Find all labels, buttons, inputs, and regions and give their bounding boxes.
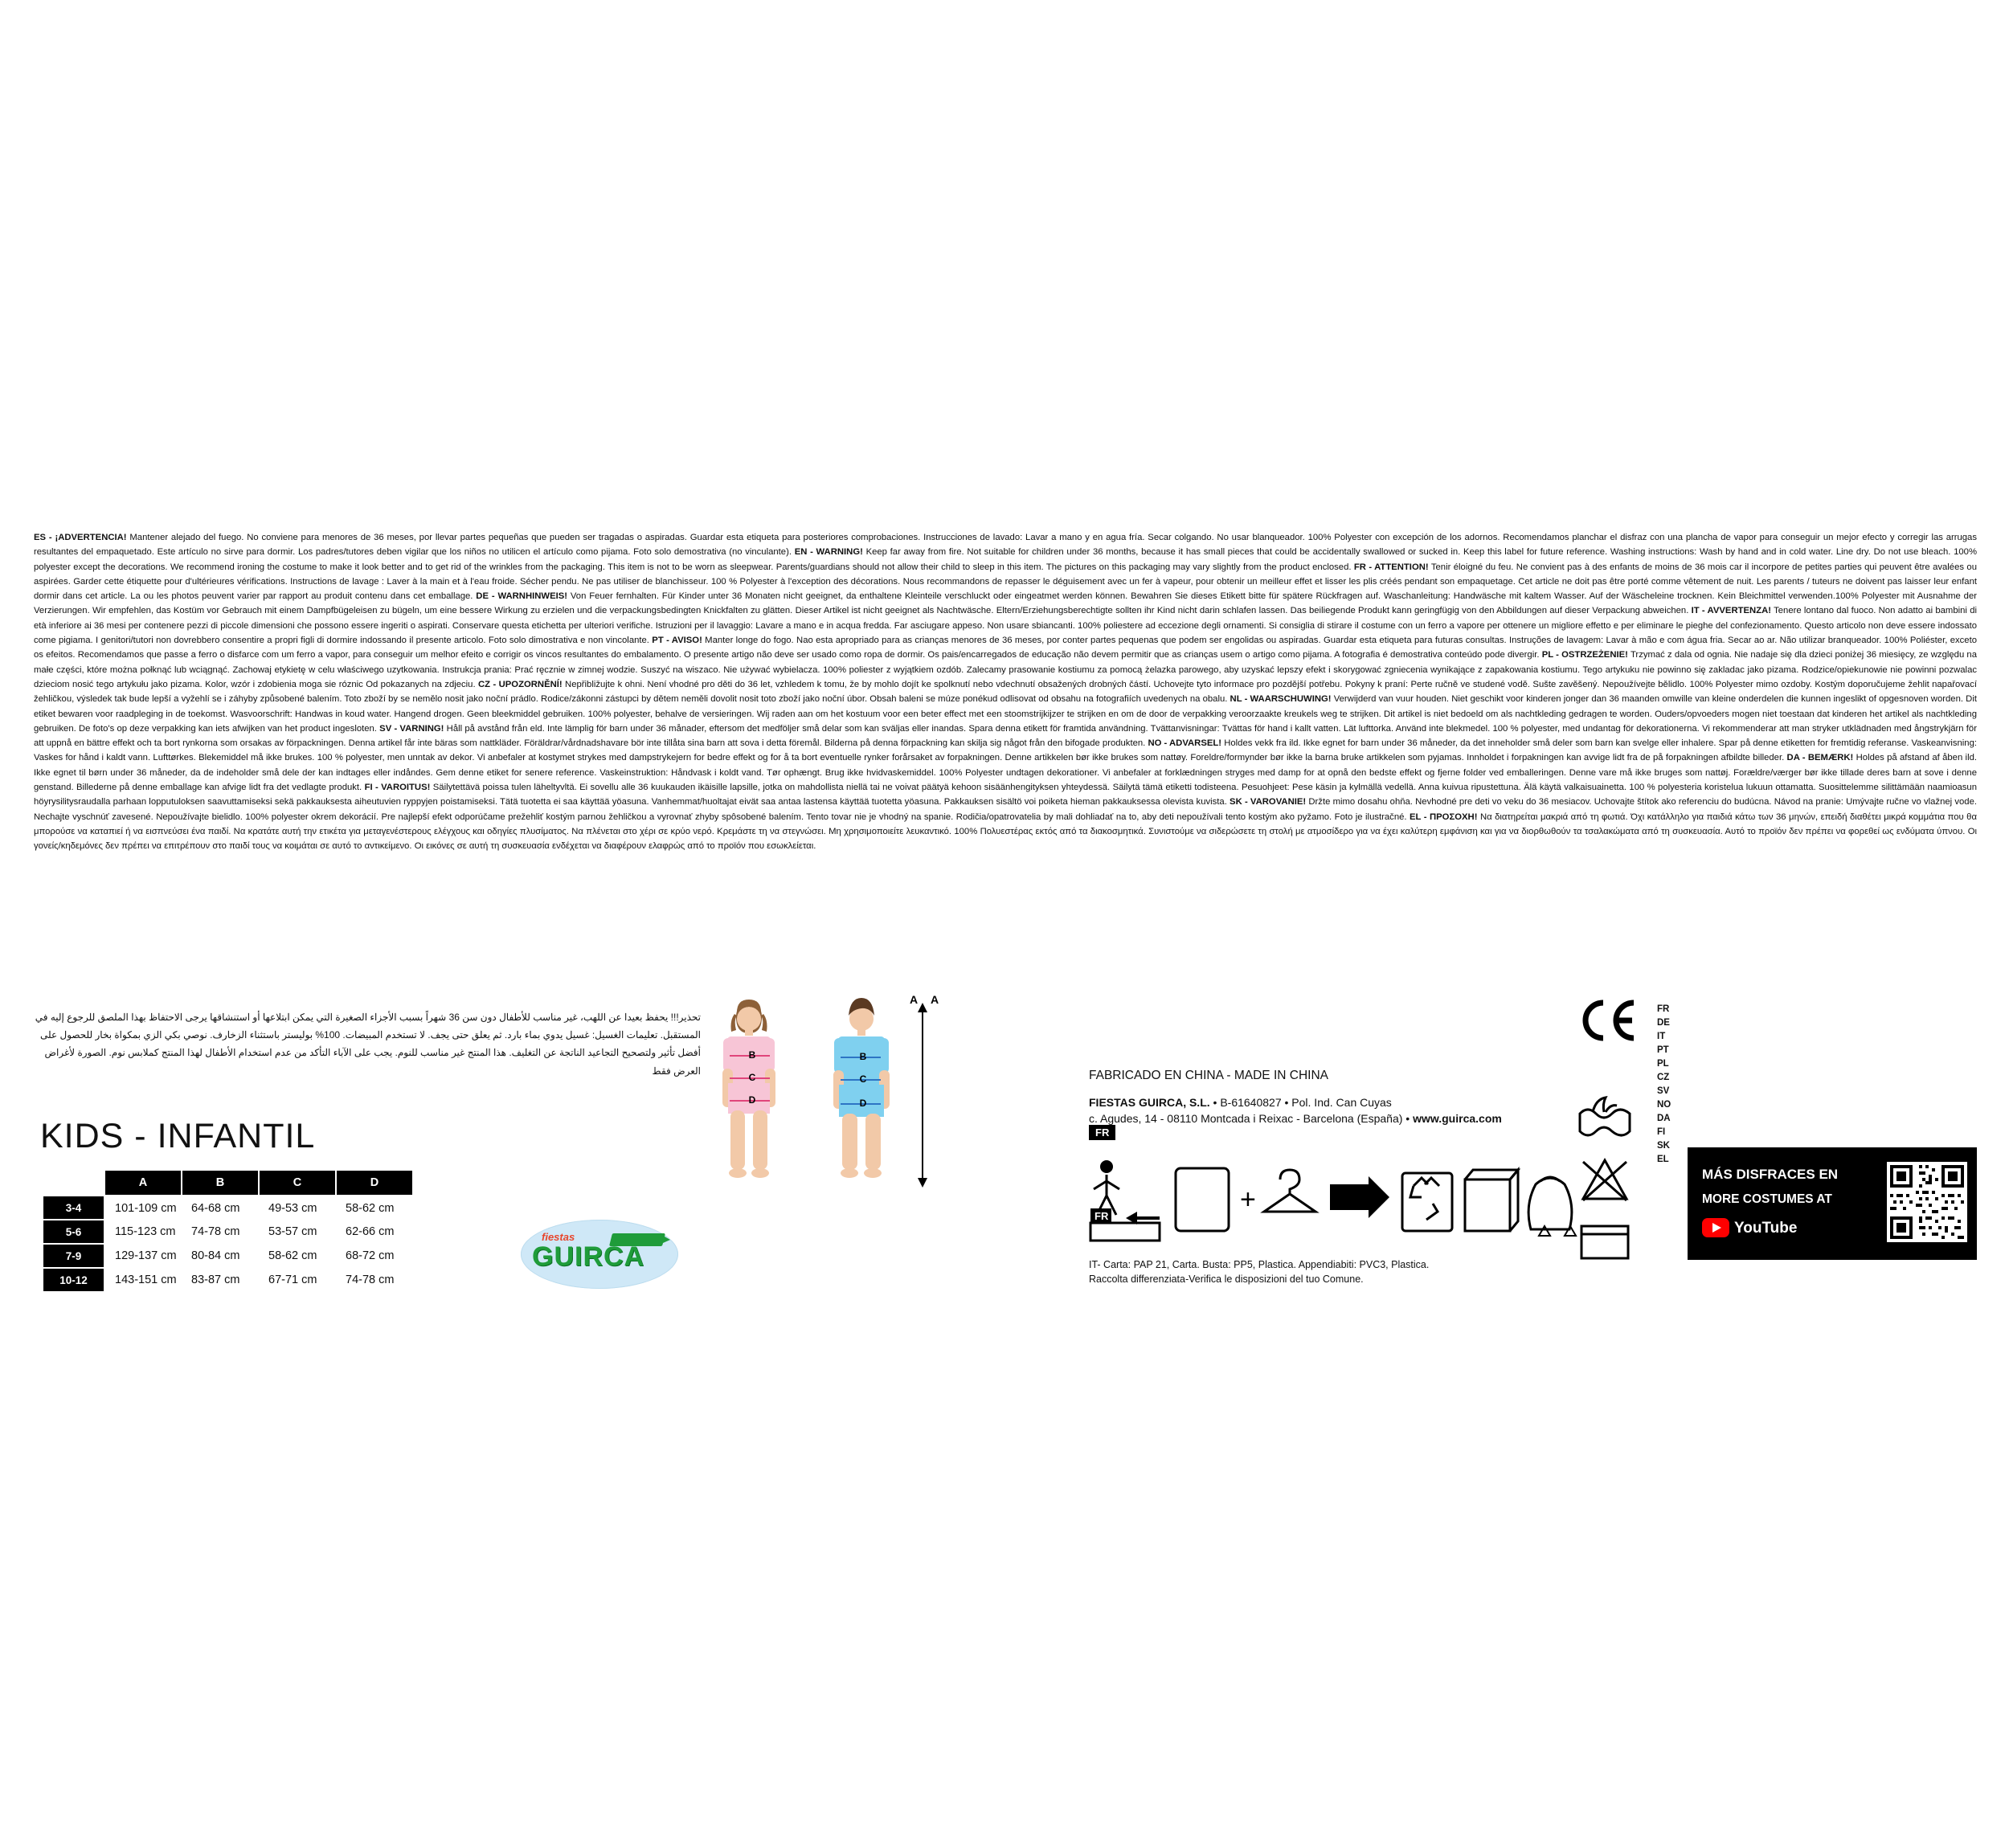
company-address: c. Agudes, 14 - 08110 Montcada i Reixac - Barcelona (España) •: [1089, 1112, 1410, 1125]
company-website: www.guirca.com: [1413, 1112, 1502, 1125]
fr-tag-icon: [1090, 1208, 1111, 1223]
boy-label-c: C: [859, 1073, 867, 1085]
cell-b: 80-84 cm: [191, 1249, 240, 1262]
youtube-label: YouTube: [1734, 1220, 1798, 1237]
qr-code[interactable]: [1887, 1162, 1967, 1242]
company-line: [1089, 1096, 1502, 1109]
label-a-right: A: [931, 993, 939, 1006]
lang-code: EL: [1657, 1155, 1669, 1165]
line-dry-icon: [1575, 1218, 1635, 1278]
lang-code: FI: [1657, 1127, 1666, 1138]
cell-c: 53-57 cm: [268, 1225, 317, 1238]
logo-fiestas-text: fiestas: [542, 1231, 575, 1243]
fr-tag-label: FR: [1095, 1210, 1109, 1222]
lang-code: IT: [1657, 1032, 1666, 1042]
cell-d: 58-62 cm: [346, 1201, 395, 1215]
company-registration: • B-61640827 • Pol. Ind. Can Cuyas: [1209, 1096, 1392, 1109]
col-header-b: B: [182, 1170, 259, 1196]
cell-a: 101-109 cm: [115, 1201, 177, 1215]
cell-b: 83-87 cm: [191, 1274, 240, 1286]
logo-brand-text: GUIRCA: [532, 1241, 645, 1272]
girl-label-c: C: [748, 1072, 756, 1083]
table-row: [43, 1244, 413, 1268]
table-row: [43, 1196, 413, 1220]
row-age: 10-12: [43, 1268, 104, 1292]
plus-sign-icon: +: [1240, 1184, 1256, 1215]
row-age: 5-6: [43, 1220, 104, 1244]
care-instruction-icons: [1575, 1045, 1647, 1282]
packaging-icons-row: [1089, 1149, 1587, 1245]
recycling-bin-icon: [1402, 1173, 1452, 1231]
lang-code: SV: [1657, 1086, 1670, 1097]
size-table: [42, 1169, 414, 1293]
cell-c: 67-71 cm: [268, 1274, 317, 1286]
lang-code: PT: [1657, 1045, 1669, 1056]
address-line: [1089, 1112, 1502, 1125]
cell-c: 49-53 cm: [268, 1201, 317, 1215]
cell-d: 62-66 cm: [346, 1225, 395, 1238]
row-age: 3-4: [43, 1196, 104, 1220]
measurement-figures: [707, 988, 972, 1318]
cell-d: 74-78 cm: [346, 1274, 395, 1286]
cell-a: 143-151 cm: [115, 1274, 177, 1286]
fr-language-tag: FR: [1089, 1125, 1115, 1140]
waste-sack-icon: [1528, 1177, 1572, 1229]
col-header-c: C: [259, 1170, 336, 1196]
made-in-text: FABRICADO EN CHINA - MADE IN CHINA: [1089, 1069, 1328, 1082]
youtube-promo-box[interactable]: [1688, 1147, 1977, 1260]
pack-note-line-2: Raccolta differenziata-Verifica le disposizioni del tuo Comune.: [1089, 1274, 1364, 1286]
cell-b: 74-78 cm: [191, 1225, 240, 1238]
guirca-logo: [521, 1220, 678, 1289]
ce-mark: [1579, 999, 1639, 1046]
manufacturer-info: [1089, 1069, 1502, 1125]
height-axis-icon: [918, 1003, 927, 1188]
girl-figure: [722, 1000, 775, 1178]
package-box-icon: [1176, 1168, 1229, 1231]
boy-figure: [833, 998, 890, 1178]
hand-wash-icon: [1575, 1090, 1635, 1149]
girl-label-d: D: [748, 1094, 756, 1106]
row-age: 7-9: [43, 1244, 104, 1268]
table-row: [43, 1220, 413, 1244]
boy-label-d: D: [859, 1098, 867, 1109]
company-name: FIESTAS GUIRCA, S.L.: [1089, 1096, 1210, 1109]
arrow-icon: [1330, 1176, 1389, 1218]
col-header-a: A: [104, 1170, 182, 1196]
lang-code: CZ: [1657, 1073, 1670, 1083]
cell-b: 64-68 cm: [191, 1201, 240, 1215]
boy-label-b: B: [859, 1051, 867, 1062]
triman-icon: [1090, 1160, 1160, 1241]
lang-code: DA: [1657, 1114, 1671, 1124]
arabic-warning-text: تحذير!!! يحفظ بعيدا عن اللهب، غير مناسب للأطفال دون سن 36 شهراً بسبب الأجزاء الصغيرة التي يمكن ابتلاعها أو استنشاقها يرجى الاحتفاظ بهذا الملصق للرجوع إليه في المستقبل. تعليمات الغسيل: غسيل يدوي بماء بارد. ثم يعلق حتى يجف. لا تستخدم المبيضات. 100% بوليستر باستثناء الزخارف. نوصي بكي الزي بمكواة بخار للحصول على أفضل تأثير ولتصحيح التجاعيد الناتجة عن التغليف. هذا المنتج غير مناسب للنوم. يجب على الآباء التأكد من عدم استخدام الأطفال لهذا المنتج كملابس نوم. الصورة لأغراض العرض فقط: [35, 1012, 701, 1077]
do-not-bleach-icon: [1575, 1154, 1635, 1213]
lang-code: PL: [1657, 1059, 1669, 1069]
table-row: [43, 1268, 413, 1292]
label-a-left: A: [910, 993, 919, 1006]
lang-code: DE: [1657, 1018, 1670, 1028]
col-header-d: D: [336, 1170, 413, 1196]
qr-code-graphic: [1887, 1162, 1967, 1242]
pack-note-line-1: IT- Carta: PAP 21, Carta. Busta: PP5, Plastica. Appendiabiti: PVC3, Plastica.: [1089, 1259, 1430, 1270]
hanger-icon: [1264, 1170, 1315, 1212]
cell-d: 68-72 cm: [346, 1249, 395, 1262]
language-code-list: [1657, 1003, 1671, 1167]
cell-c: 58-62 cm: [268, 1249, 317, 1262]
cell-a: 129-137 cm: [115, 1249, 177, 1262]
lang-code: NO: [1657, 1100, 1671, 1110]
material-codes-icon: [1539, 1226, 1576, 1236]
page-title: KIDS - INFANTIL: [40, 1117, 316, 1155]
promo-text-en: MORE COSTUMES AT: [1702, 1192, 1832, 1206]
youtube-icon: [1702, 1218, 1729, 1237]
cell-a: 115-123 cm: [115, 1225, 176, 1238]
table-header-row: [43, 1170, 413, 1196]
paper-bag-icon: [1465, 1170, 1518, 1231]
figures-illustration: [707, 988, 972, 1318]
warning-paragraph: ES - ¡ADVERTENCIA! Mantener alejado del fuego. No conviene para menores de 36 meses, por llevar partes pequeñas que pueden ser tragadas o aspiradas. Guardar esta etiqueta para posteriores comprobaciones. Instrucciones de lavado: Lavar a mano y en agua fría. Secar colgando. No usar blanqueador. 100% Polyester con excepción de los adornos. Recomendamos planchar el disfraz con una plancha de vapor para conseguir un mejor efecto y corregir las arrugas resultantes del empaquetado. Este artículo no sirve para dormir. Los padres/tutores deben vigilar que los niños no utilicen el artículo como pijama. Foto solo demostrativa (no vinculante). EN - WARNING! Keep far away from fire. Not suitable for children under 36 months, because it has small pieces that could be accidentally swallowed or sucked in. Keep this label for future reference. Washing instructions: Wash by hand and in cold water. Line dry. Do not use bleach. 100% polyester except the decorations. We recommend ironing the costume to make it look better and to get rid of the wrinkles from the packaging. This item is not to be worn as sleepwear. Parents/guardians should not allow their child to sleep in this item. The pictures on this packaging may vary slightly from the product enclosed. FR - ATTENTION! Tenir éloigné du feu. Ne convient pas à des enfants de moins de 36 mois car il incorpore de petites parties qui peuvent être avalées ou aspirées. Garder cette étiquette pour d'ultérieures vérifications. Instructions de lavage : Laver à la main et à l'eau froide. Sécher pendu. Ne pas utiliser de blanchisseur. 100 % Polyester à l'exception des décorations. Nous recommandons de repasser le déguisement avec un fer à vapeur, pour obtenir un meilleur effet et lisser les plis créés pendant son empaquetage. Cet article ne doit pas être porté comme vêtement de nuit. Les parents / tuteurs ne doivent pas laisser leur enfant dormir dans cet article. La ou les photos peuvent varier par rapport au produit contenu dans cet emballage. DE - WARNHINWEIS! Von Feuer fernhalten. Für Kinder unter 36 Monaten nicht geeignet, da enthaltene Kleinteile verschluckt oder eingeatmet werden können. Bewahren Sie dieses Etikett bitte für spätere Rückfragen auf. Waschanleitung: Handwäsche mit kaltem Wasser. Auf der Wäscheleine trocknen. Kein Bleichmittel verwenden.100% Polyester mit Ausnahme der Verzierungen. Wir empfehlen, das Kostüm vor Gebrauch mit einem Dampfbügeleisen zu bügeln, um eine bessere Wirkung zu erzielen und die verpackungsbedingten Knickfalten zu glätten. Dieser Artikel ist nicht geeignet als Nachtwäsche. Eltern/Erziehungsberechtigte sollten ihr Kind nicht darin schlafen lassen. Das beiliegende Produkt kann geringfügig von den Abbildungen auf dieser Verpackung abweichen. IT - AVVERTENZA! Tenere lontano dal fuoco. Non adatto ai bambini di età inferiore ai 36 mesi per contenere pezzi di piccole dimensioni che possono essere ingeriti o aspirati. Conservare questa etichetta per ulteriori verifiche. Istruzioni per il lavaggio: Lavare a mano e in acqua fredda. Far asciugare appeso. Non usare sbiancanti. 100% poliestere ad eccezione degli ornamenti. Si consiglia di stirare il costume con un ferro a vapore per ottenere un migliore effetto e per eliminare le pieghe del confezionamento. Questo articolo non deve essere indossato come pigiama. I genitori/tutori non dovrebbero consentire a propri figli di dormire indossando il presente articolo. Foto solo dimostrativa e non vincolante. PT - AVISO! Manter longe do fogo. Nao esta apropriado para as crianças menores de 36 meses, por conter partes pequenas que podem ser engolidas ou aspiradas. Guardar esta etiqueta para futuras consultas. Instruções de lavagem: Lavar à mão e com água fria. Secar ao ar. Não utilizar branqueador. 100% Poliéster, exceto os efeitos. Recomendamos que passe a ferro o disfarce com um ferro a vapor, para conseguir um melhor efeito e corrigir os vincos resultantes do embalamento. O presente artigo não deve ser usado como ropa de dormir. Os pais/encarregados de educação não devem permitir que as crianças usem o artigo como pijama. A fotografia é demostrativa conteúdo pode divergir. PL - OSTRZEŻENIE! Trzymać z dala od ognia. Nie nadaje się dla dzieci poniżej 36 miesięcy, ze względu na małe części, które można połknąć lub wciągnąć. Zachowaj etykietę w celu właściwego uzytkowania. Instrukcja prania: Prać ręcznie w zimnej wodzie. Suszyć na wiszaco. Nie używać wybielacza. 100% poliester z wyjątkiem ozdób. Zalecamy prasowanie kostiumu za pomocą żelazka parowego, aby uzyskać lepszy efekt i skorygować zgniecenia wynikające z zapakowania kostiumu. Tego artykuku nie powinno się zakladac jako pizama. Rodzice/opiekunowie nie powinni pozwalac dzieciom nosić tego artykułu jako pizama. Kolor, wzór i zdobienia moga sie róznic Od pokazanych na zdjeciu. CZ - UPOZORNĚNÍ! Nepřibližujte k ohni. Není vhodné pro děti do 36 let, vzhledem k tomu, že by mohlo dojít ke spolknutí nebo vdechnutí obsažených drobných částí. Uchovejte tyto informace pro pozdější potřebu. Pokyny k praní: Perte ručně ve studené vodě. Sušte zavěšený. Nepoužívejte bělidlo. 100% Polyester mimo ozdoby. Kostým doporučujeme žehlit napařovací žehličkou, výsledek tak bude lepší a vyžehlí se i záhyby způsobené balením. Toto zboží by se nemělo nosit jako noční prádlo. Rodice/zákonni zástupci by dětem neměli dovolit nosit toto zboží jako noční úbor. Obsah baleni se múze ponékud odlisovat od obsahu na fotografiích uvedenych na obalu. NL - WAARSCHUWING! Verwijderd van vuur houden. Niet geschikt voor kinderen jonger dan 36 maanden omwille van kleine onderdelen die kunnen ingeslikt of opgesnoven worden. Dit etiket bewaren voor raadpleging in de toekomst. Wasvoorschrift: Handwas in koud water. Hangend drogen. Geen bleekmiddel gebruiken. 100% polyester, behalve de versieringen. Wij raden aan om het kostuum voor een beter effect met een stoomstrijkijzer te strijken en om de door de verpakking veroorzaakte kreukels weg te strijken. Dit artikel is niet bedoeld om als nachtkleding gedragen te worden. Ouders/opvoeders mogen niet toestaan dat kinderen het artikel als nachtkleding gebruiken. De foto's op deze verpakking kan iets afwijken van het product ingesloten. SV - VARNING! Håll på avstånd från eld. Inte lämplig för barn under 36 månader, eftersom det medföljer små delar som kan sväljas eller inandas. Spara denna etikett för framtida användning. Tvättanvisningar: Tvättas för hand i kallt vatten. Lät lufttorka. Använd inte blekmedel. 100 % polyester, med undantag för dekorationerna. Vi rekommenderar att man stryker utklädnaden med ångstrykjärn för att uppnå en bättre effekt och ta bort rynkorna som orsakas av förpackningen. Denna artikel får inte bäras som nattkläder. Föräldrar/vårdnadshavare bör inte tillåta sina barn att sova i detta föremål. Bilderna på denna förpackning kan skilja sig något från den bifogade produkten. NO - ADVARSEL! Holdes vekk fra ild. Ikke egnet for barn under 36 måneder, da det inneholder små deler som barn kan svelge eller inhalere. Spar på denne etiketten for fremtidig referanse. Vaskeanvisning: Vaskes for hånd i kaldt vann. Lufttørkes. Blekemiddel må ikke brukes. 100 % polyester, men unntak av dekor. Vi anbefaler at kostymet strykes med dampstrykejern for bedre effekt og for å ta bort eventuelle rynker forårsaket av forpakningen. Denne artikkelen bør ikke brukes som nattøy. Foreldre/formynder bør ikke la barna bruke artikkelen som pyjamas. Innholdet i forpakningen kan avvige lidt fra de på forpakningen afbildte billeder. DA - BEMÆRK! Holdes på afstand af åben ild. Ikke egnet til børn under 36 måneder, da de indeholder små dele der kan indtages eller indåndes. Gem denne etiket for senere reference. Vaskeinstruktion: Håndvask i koldt vand. Tør ophængt. Brug ikke hvidvaskemiddel. 100% Polyester undtagen dekorationer. Vi anbefaler at forklædningen stryges med damp for at opnå den bedste effekt og fjerne folder ved emballeringen. Denne vare må ikke bruges som nattøj. Forældre/værger bør ikke tillade deres barn at sove i denne genstand. Billederne på denne emballage kan afvige lidt fra det vedlagte produkt. FI - VAROITUS! Säilytettävä poissa tulen läheltyvltä. Ei sovellu alle 36 kuukauden ikäisille lapsille, jotka on mahdollista niellä tai ne voivat päätyä kehoon sisäänhengityksen yhteydessä. Säilytä tämä etiketti todisteena. Pesuohjeet: Pese käsin ja kylmällä vedellä. Anna kuivua ripustettuna. Älä käytä valkaisuainetta. 100 % polyesteria koristelua lukuun ottamatta. Suosittelemme silittämään naamioasun höyrysilitysraudalla parhaan lopputuloksen saavuttamiseksi sekä pakkauksesta aiheutuvien ryppyjen poistamiseksi. Tätä tuotetta ei saa käyttää yöasuna. Vanhemmat/huoltajat eivät saa antaa lastensa käyttää tuotetta yöasuna. Pakkauksen sisältö voi poiketa hieman pakkauksessa olevista kuvista. SK - VAROVANIE! Držte mimo dosahu ohňa. Nevhodné pre deti vo veku do 36 mesiacov. Uchovajte štítok ako referenciu do budúcna. Návod na pranie: Umývajte ručne vo vlažnej vode. Nechajte vyschnúť zavesené. Nepoužívajte bielidlo. 100% polyester okrem dekorácií. Pre najlepší efekt odporúčame prežehliť kostým parnou žehličkou a vyrovnať zhyby spôsobené balením. Tento tovar nie je vhodný na spanie. Rodičia/opatrovatelia by mali dohliadať na to, aby deti nepoužívali tento kostým ako pyžamo. Foto je ilustračné. EL - ΠΡΟΣΟΧΗ! Να διατηρείται μακριά από τη φωτιά. Όχι κατάλληλο για παιδιά κάτω των 36 μηνών, επειδή διαθέτει μικρά κομμάτια που θα μπορούσε να καταπιεί ή να εισπνεύσει ένα παιδί. Να κρατάτε αυτή την ετικέτα για μεταγενέστερους ελέγχους και οδηγίες πλυσίματος. Να πλένεται στο χέρι σε κρύο νερό. Κρεμάστε τη να στεγνώσει. Μη χρησιμοποιείτε λευκαντικό. 100% Πολυεστέρας εκτός από τα διακοσμητικά. Συνιστούμε να σιδερώσετε τη στολή με ατμοσίδερο για να έχει καλύτερη εμφάνιση και για να διορθωθούν τα τσαλακώματα από τη συσκευασία. Αυτό το προϊόν δεν πρέπει να φορεθεί ως ενδύματα ύπνου. Οι γονείς/κηδεμόνες δεν πρέπει να επιτρέπουν στο παιδί τους να κοιμάται σε αυτό το αντικείμενο. Οι εικόνες σε αυτή τη συσκευασία ενδέχεται να διαφέρουν ελαφρώς από το προϊόν που εσωκλείεται.: [34, 533, 1978, 852]
promo-text-es: MÁS DISFRACES EN: [1702, 1167, 1839, 1182]
lang-code: SK: [1657, 1141, 1670, 1151]
girl-label-b: B: [748, 1049, 756, 1061]
packaging-recycling-note: [1089, 1257, 1429, 1286]
lang-code: FR: [1657, 1004, 1670, 1014]
table-corner-cell: [43, 1170, 104, 1196]
multilingual-warning-text: [34, 530, 1977, 854]
